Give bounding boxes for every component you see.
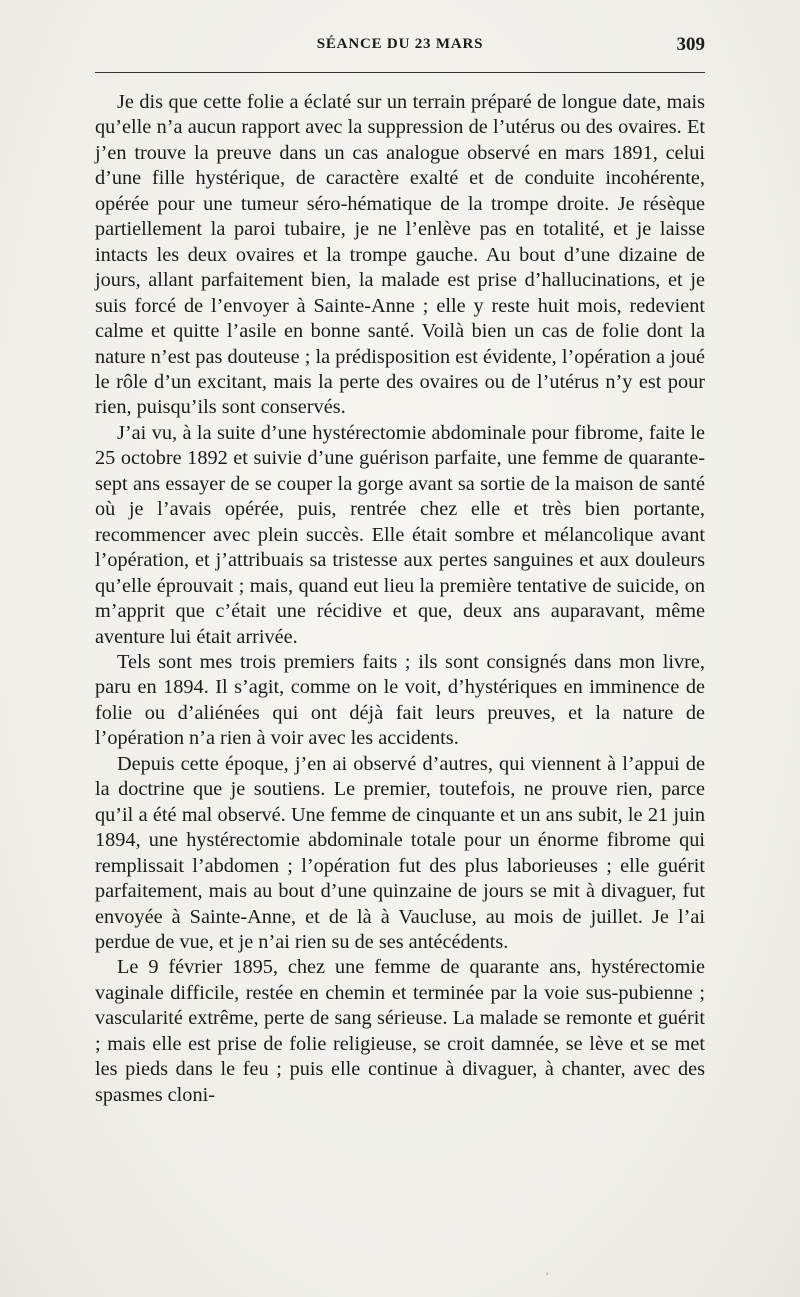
paragraph: J’ai vu, à la suite d’une hystérectomie abdominale pour fibrome, faite le 25 octobre 1892 et suivie d’une guérison parfaite, une femme de quarante-sept ans essayer de se couper la gorge avant sa sortie de la maison de santé où je l’avais opérée, puis, rentrée chez elle et très bien portante, recommencer avec plein succès. Elle était sombre et mélancolique avant l’opération, et j’attribuais sa tristesse aux pertes sanguines et aux douleurs qu’elle éprouvait ; mais, quand eut lieu la première tentative de suicide, on m’apprit que c’était une récidive et que, deux ans auparavant, même aventure lui était arrivée. (95, 421, 705, 648)
body-text (95, 90, 705, 1108)
running-title: SÉANCE DU 23 MARS (316, 36, 484, 52)
paragraph: Le 9 février 1895, chez une femme de quarante ans, hystérectomie vaginale difficile, restée en chemin et terminée par la voie sus-pubienne ; vascularité extrême, perte de sang sérieuse. La malade se remonte et guérit ; mais elle est prise de folie religieuse, se croit damnée, se lève et se met les pieds dans le feu ; puis elle continue à divaguer, à chanter, avec des spasmes cloni- (95, 956, 705, 1106)
printer-mark: ʾ (545, 1270, 549, 1284)
page-number: 309 (676, 34, 705, 55)
page-header (95, 36, 705, 62)
paragraph: Je dis que cette folie a éclaté sur un terrain préparé de longue date, mais qu’elle n’a aucun rapport avec la suppression de l’utérus ou des ovaires. Et j’en trouve la preuve dans un cas analogue observé en mars 1891, celui d’une fille hystérique, de caractère exalté et de conduite incohérente, opérée pour une tumeur séro-hématique de la trompe droite. Je résèque partiellement la paroi tubaire, je ne l’enlève pas en totalité, et je laisse intacts les deux ovaires et la trompe gauche. Au bout d’une dizaine de jours, allant parfaitement bien, la malade est prise d’hallucinations, et je suis forcé de l’envoyer à Sainte-Anne ; elle y reste huit mois, redevient calme et quitte l’asile en bonne santé. Voilà bien un cas de folie dont la nature n’est pas douteuse ; la prédisposition est évidente, l’opération a joué le rôle d’un excitant, mais la perte des ovaires ou de l’utérus n’y est pour rien, puisqu’ils sont conservés. (95, 91, 705, 419)
paragraph: Tels sont mes trois premiers faits ; ils sont consignés dans mon livre, paru en 1894. Il s’agit, comme on le voit, d’hystériques en imminence de folie ou d’aliénées qui ont déjà fait leurs preuves, et la nature de l’opération n’a rien à voir avec les accidents. (95, 650, 705, 750)
header-rule (95, 72, 705, 73)
paragraph: Depuis cette époque, j’en ai observé d’autres, qui viennent à l’appui de la doctrine que je soutiens. Le premier, toutefois, ne prouve rien, parce qu’il a été mal observé. Une femme de cinquante et un ans subit, le 21 juin 1894, une hystérectomie abdominale totale pour un énorme fibrome qui remplissait l’abdomen ; l’opération fut des plus laborieuses ; elle guérit parfaitement, mais au bout d’une quinzaine de jours se mit à divaguer, fut envoyée à Sainte-Anne, et de là à Vaucluse, au mois de juillet. Je l’ai perdue de vue, et je n’ai rien su de ses antécédents. (95, 752, 705, 953)
